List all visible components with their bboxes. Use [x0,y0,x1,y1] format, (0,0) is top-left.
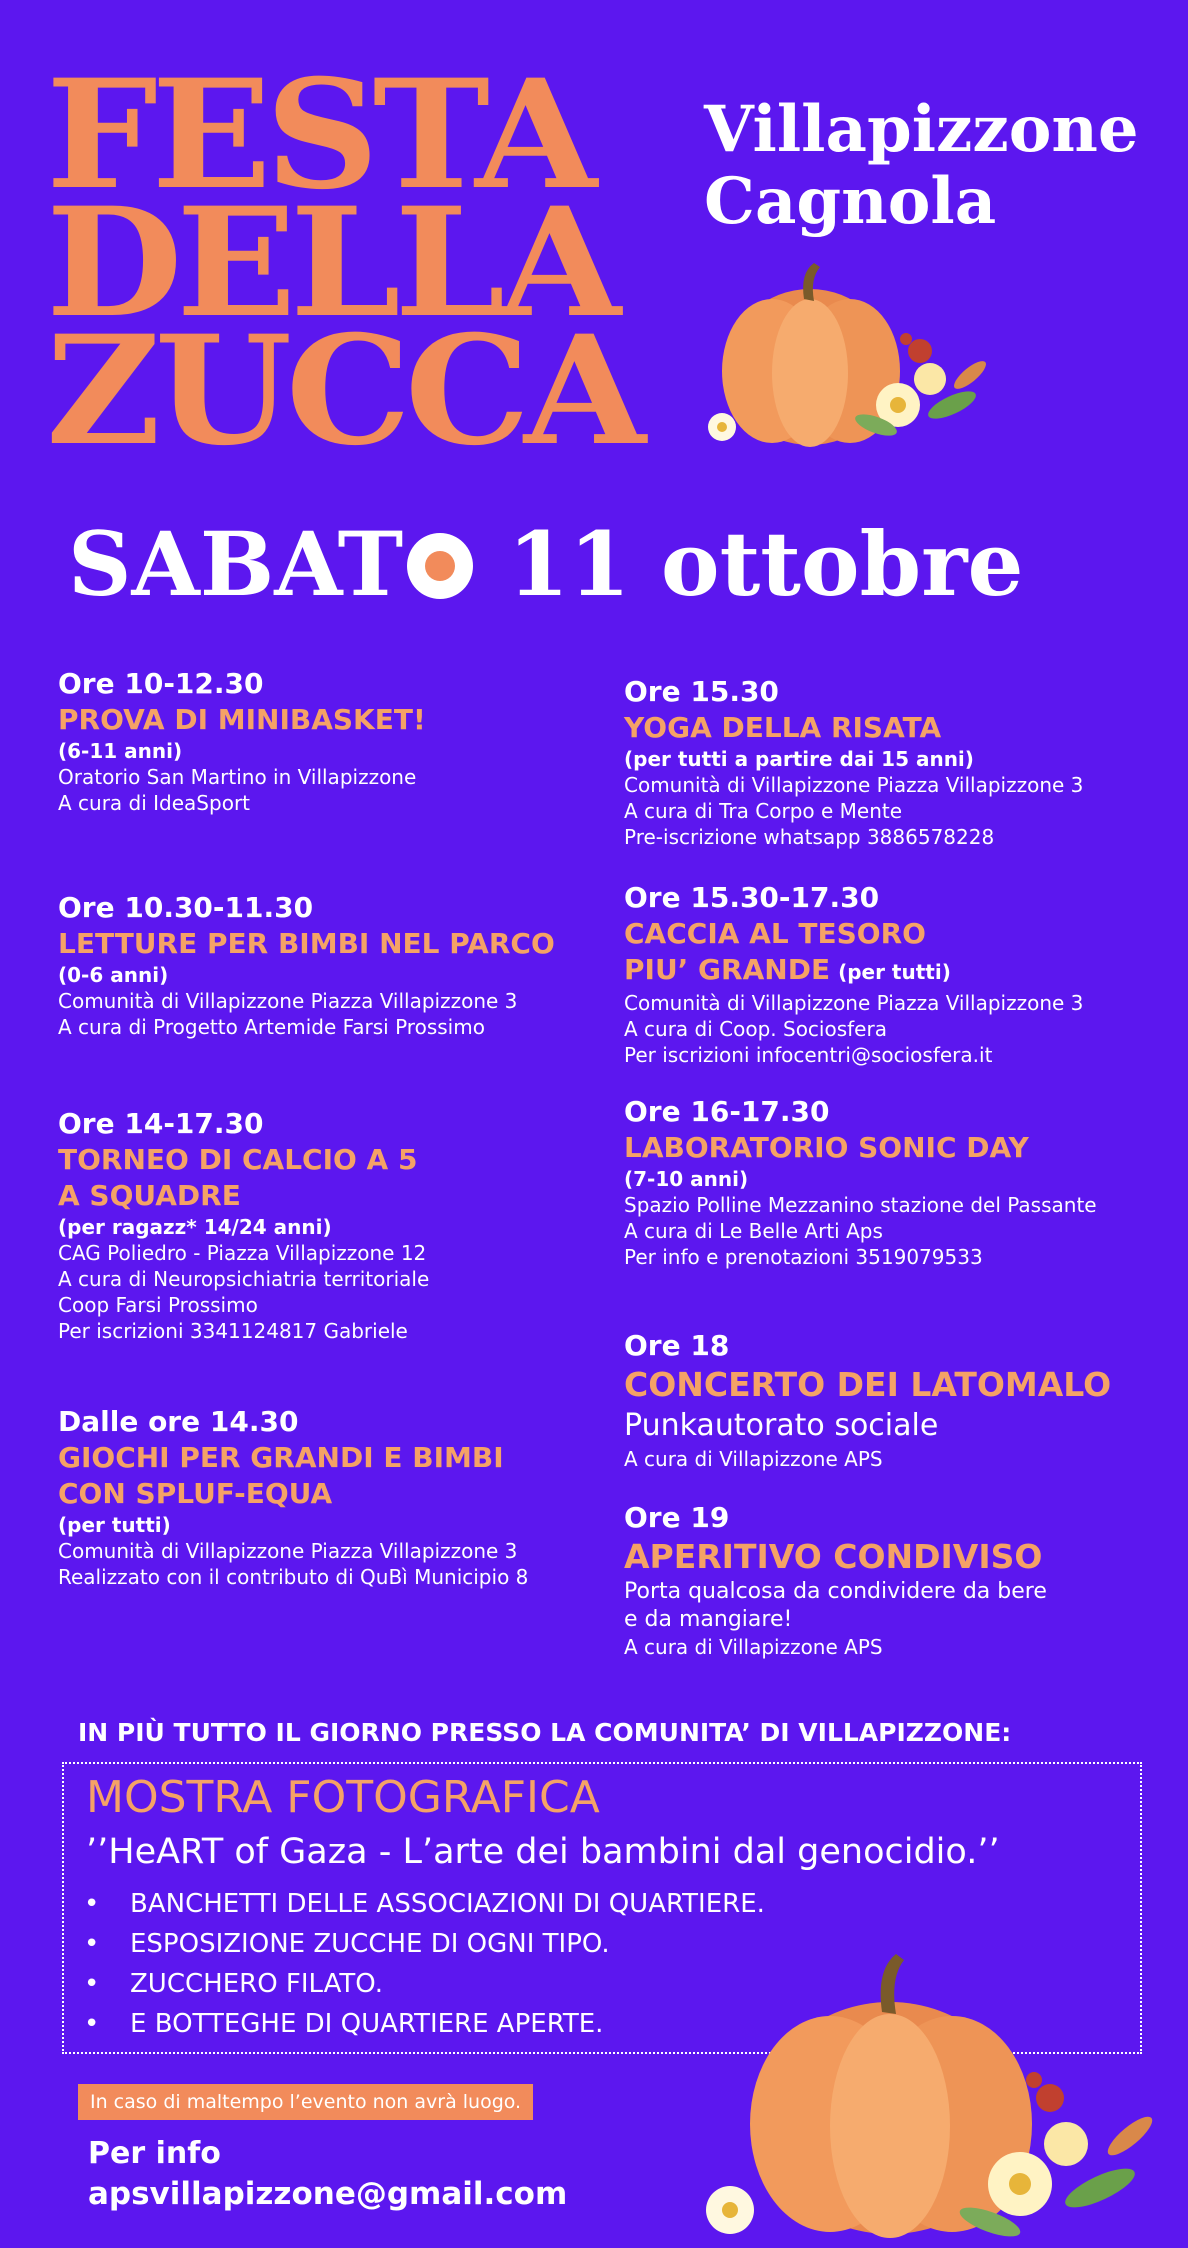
event-time: Ore 10.30-11.30 [58,891,314,924]
title-line-festa: FESTA [46,47,591,223]
event-organizer: A cura di Tra Corpo e Mente [624,799,903,823]
event-giochi [58,1404,618,1590]
event-yoga [624,674,1188,850]
event-title-cont: CON SPLUF-EQUA [58,1477,333,1510]
event-title: LABORATORIO SONIC DAY [624,1131,1029,1164]
event-organizer: A cura di Villapizzone APS [624,1447,883,1471]
event-age: (6-11 anni) [58,739,183,763]
event-location: Comunità di Villapizzone Piazza Villapizzone 3 [624,991,1084,1015]
list-item [84,1884,765,1924]
event-organizer: A cura di Progetto Artemide Farsi Prossimo [58,1015,485,1039]
event-time: Ore 10-12.30 [58,667,264,700]
event-age: (per tutti) [838,960,951,984]
event-location: Comunità di Villapizzone Piazza Villapizzone 3 [58,989,518,1013]
event-title-cont-text: PIU’ GRANDE [624,953,831,986]
event-organizer: A cura di Villapizzone APS [624,1635,883,1659]
event-organizer-2: Coop Farsi Prossimo [58,1293,258,1317]
event-aperitivo [624,1500,1188,1660]
event-time: Ore 14-17.30 [58,1107,264,1140]
event-title-cont: A SQUADRE [58,1179,241,1212]
event-location: Comunità di Villapizzone Piazza Villapizzone 3 [58,1539,518,1563]
event-age: (per tutti) [58,1513,171,1537]
event-location: Comunità di Villapizzone Piazza Villapizzone 3 [624,773,1084,797]
event-letture [58,890,618,1040]
event-contact: Per iscrizioni infocentri@sociosfera.it [624,1043,993,1067]
event-title: PROVA DI MINIBASKET! [58,703,426,736]
title-line-della: DELLA [46,175,615,351]
list-item [84,2004,765,2044]
event-title-cont [624,952,1188,990]
event-torneo-calcio [58,1106,618,1344]
bullet-icon: • [84,1889,100,1919]
list-item-text: ESPOSIZIONE ZUCCHE DI OGNI TIPO. [130,1929,610,1959]
event-subtitle: Punkautorato sociale [624,1408,939,1443]
event-date [68,512,1024,616]
all-day-list [84,1884,765,2044]
event-location: CAG Poliedro - Piazza Villapizzone 12 [58,1241,427,1265]
event-title: CONCERTO DEI LATOMALO [624,1365,1112,1404]
event-title: APERITIVO CONDIVISO [624,1537,1043,1576]
event-organizer: A cura di Coop. Sociosfera [624,1017,887,1041]
event-title: TORNEO DI CALCIO A 5 [58,1143,418,1176]
event-age: (per tutti a partire dai 15 anni) [624,747,974,771]
event-time: Ore 16-17.30 [624,1095,830,1128]
pumpkin-illustration [690,1948,1160,2248]
list-item [84,1924,765,1964]
date-day-month: 11 ottobre [507,512,1024,616]
title-line-zucca: ZUCCA [46,303,640,479]
event-contact: Per iscrizioni 3341124817 Gabriele [58,1319,408,1343]
place-villapizzone: Villapizzone [704,92,1139,167]
mostra-title: ’’HeART of Gaza - L’arte dei bambini dal genocidio.’’ [86,1832,1000,1872]
date-o-circle [407,533,473,599]
event-description-cont: e da mangiare! [624,1607,793,1632]
event-time: Ore 15.30-17.30 [624,881,880,914]
list-item-text: E BOTTEGHE DI QUARTIERE APERTE. [130,2009,604,2039]
event-title: LETTURE PER BIMBI NEL PARCO [58,927,555,960]
bullet-icon: • [84,1969,100,1999]
event-caccia-tesoro [624,880,1188,1068]
list-item-text: ZUCCHERO FILATO. [130,1969,383,1999]
list-item [84,1964,765,2004]
event-time: Ore 15.30 [624,675,779,708]
event-time: Ore 18 [624,1329,730,1362]
event-concerto [624,1328,1188,1472]
event-title: YOGA DELLA RISATA [624,711,942,744]
info-label: Per info [88,2136,221,2171]
all-day-heading: IN PIÙ TUTTO IL GIORNO PRESSO LA COMUNITA’ DI VILLAPIZZONE: [78,1718,1012,1747]
pumpkin-illustration [700,255,1020,455]
event-minibasket [58,666,618,816]
event-age: (7-10 anni) [624,1167,749,1191]
mostra-fotografica: MOSTRA FOTOGRAFICA [86,1772,600,1823]
event-contact: Per info e prenotazioni 3519079533 [624,1245,983,1269]
event-location: Spazio Polline Mezzanino stazione del Passante [624,1193,1097,1217]
event-organizer: A cura di Neuropsichiatria territoriale [58,1267,430,1291]
event-time: Dalle ore 14.30 [58,1405,299,1438]
date-sabato: SABAT [68,512,404,616]
bullet-icon: • [84,2009,100,2039]
event-title: GIOCHI PER GRANDI E BIMBI [58,1441,504,1474]
event-title: CACCIA AL TESORO [624,917,926,950]
event-organizer: A cura di IdeaSport [58,791,251,815]
event-sonic-day [624,1094,1188,1270]
bullet-icon: • [84,1929,100,1959]
list-item-text: BANCHETTI DELLE ASSOCIAZIONI DI QUARTIERE. [130,1889,765,1919]
info-email: apsvillapizzone@gmail.com [88,2176,568,2212]
event-description: Porta qualcosa da condividere da bere [624,1579,1047,1604]
place-cagnola: Cagnola [704,164,997,239]
event-time: Ore 19 [624,1501,730,1534]
event-age: (0-6 anni) [58,963,169,987]
event-organizer: A cura di Le Belle Arti Aps [624,1219,883,1243]
event-contact: Pre-iscrizione whatsapp 3886578228 [624,825,995,849]
event-age: (per ragazz* 14/24 anni) [58,1215,332,1239]
weather-warning: In caso di maltempo l’evento non avrà luogo. [78,2084,533,2120]
event-location: Oratorio San Martino in Villapizzone [58,765,417,789]
event-sponsor: Realizzato con il contributo di QuBì Municipio 8 [58,1565,529,1589]
